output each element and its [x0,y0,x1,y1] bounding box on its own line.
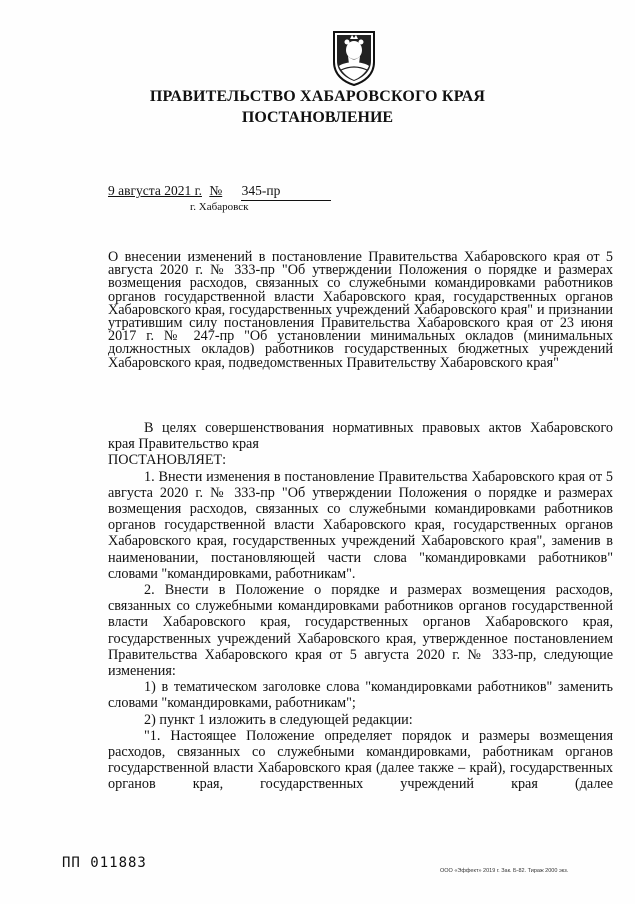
number-underline [241,200,331,201]
paragraph-1: 1. Внести изменения в постановление Правительства Хабаровского края от 5 августа 2020 г. № 333-пр "Об утверждении Положения о порядке и размерах возмещения расходов, связанных со служебными командировками работников органов государственной власти Хабаровского края, государственных органов Хабаровского края, государственных учреждений Хабаровского края", заменив в наименовании, постановляющей части слова "командировками работников" словами "командировками, работникам". [108,468,613,582]
paragraph-2: 2. Внести в Положение о порядке и размерах возмещения расходов, связанных со служебными командировками работников органов государственной власти Хабаровского края, государственных органов Хабаровского края, государственных учреждений Хабаровского края, утвержденное постановлением Правительства Хабаровского края от 5 августа 2020 г. № 333-пр, следующие изменения: [108,582,613,680]
coat-of-arms-emblem [331,30,377,86]
document-type-title: ПОСТАНОВЛЕНИЕ [241,109,394,126]
printer-imprint: ООО «Эффект» 2019 г. Зак. Б-82. Тираж 2000 экз. [440,868,569,874]
preamble: В целях совершенствования нормативных правовых актов Хабаровского края Правительство края [108,420,613,453]
paragraph-2-item-3: "1. Настоящее Положение определяет порядок и размеры возмещения расходов, связанных со служебными командировками, работникам органов государственной власти Хабаровского края (далее также – край), государственных органов края, государственных учреждений края (далее [108,727,613,793]
document-body [108,420,613,793]
document-number: 345-пр [241,183,281,198]
date-line [108,183,280,199]
government-title: ПРАВИТЕЛЬСТВО ХАБАРОВСКОГО КРАЯ [149,88,486,105]
number-sign: № [209,183,223,198]
document-date: 9 августа 2021 г. [108,183,202,198]
document-subject: О внесении изменений в постановление Правительства Хабаровского края от 5 августа 2020 г. № 333-пр "Об утверждении Положения о порядке и размерах возмещения расходов, связанных со служебными командировками работников органов государственной власти Хабаровского края, государственных органов Хабаровского края, государственных учреждений Хабаровского края" и признании утратившим силу постановления Правительства Хабаровского края от 23 июня 2017 г. № 247-пр "Об установлении минимальных окладов (минимальных должностных окладов) работников государственных бюджетных учреждений Хабаровского края, подведомственных Правительству Хабаровского края" [108,249,613,371]
city: г. Хабаровск [190,201,249,213]
paragraph-2-item-2: 2) пункт 1 изложить в следующей редакции: [144,711,413,728]
paragraph-2-item-1: 1) в тематическом заголовке слова "командировками работников" заменить словами "командировками, работникам"; [108,679,613,712]
form-serial-number: ПП 011883 [62,855,147,871]
resolves-word: ПОСТАНОВЛЯЕТ: [108,452,227,469]
